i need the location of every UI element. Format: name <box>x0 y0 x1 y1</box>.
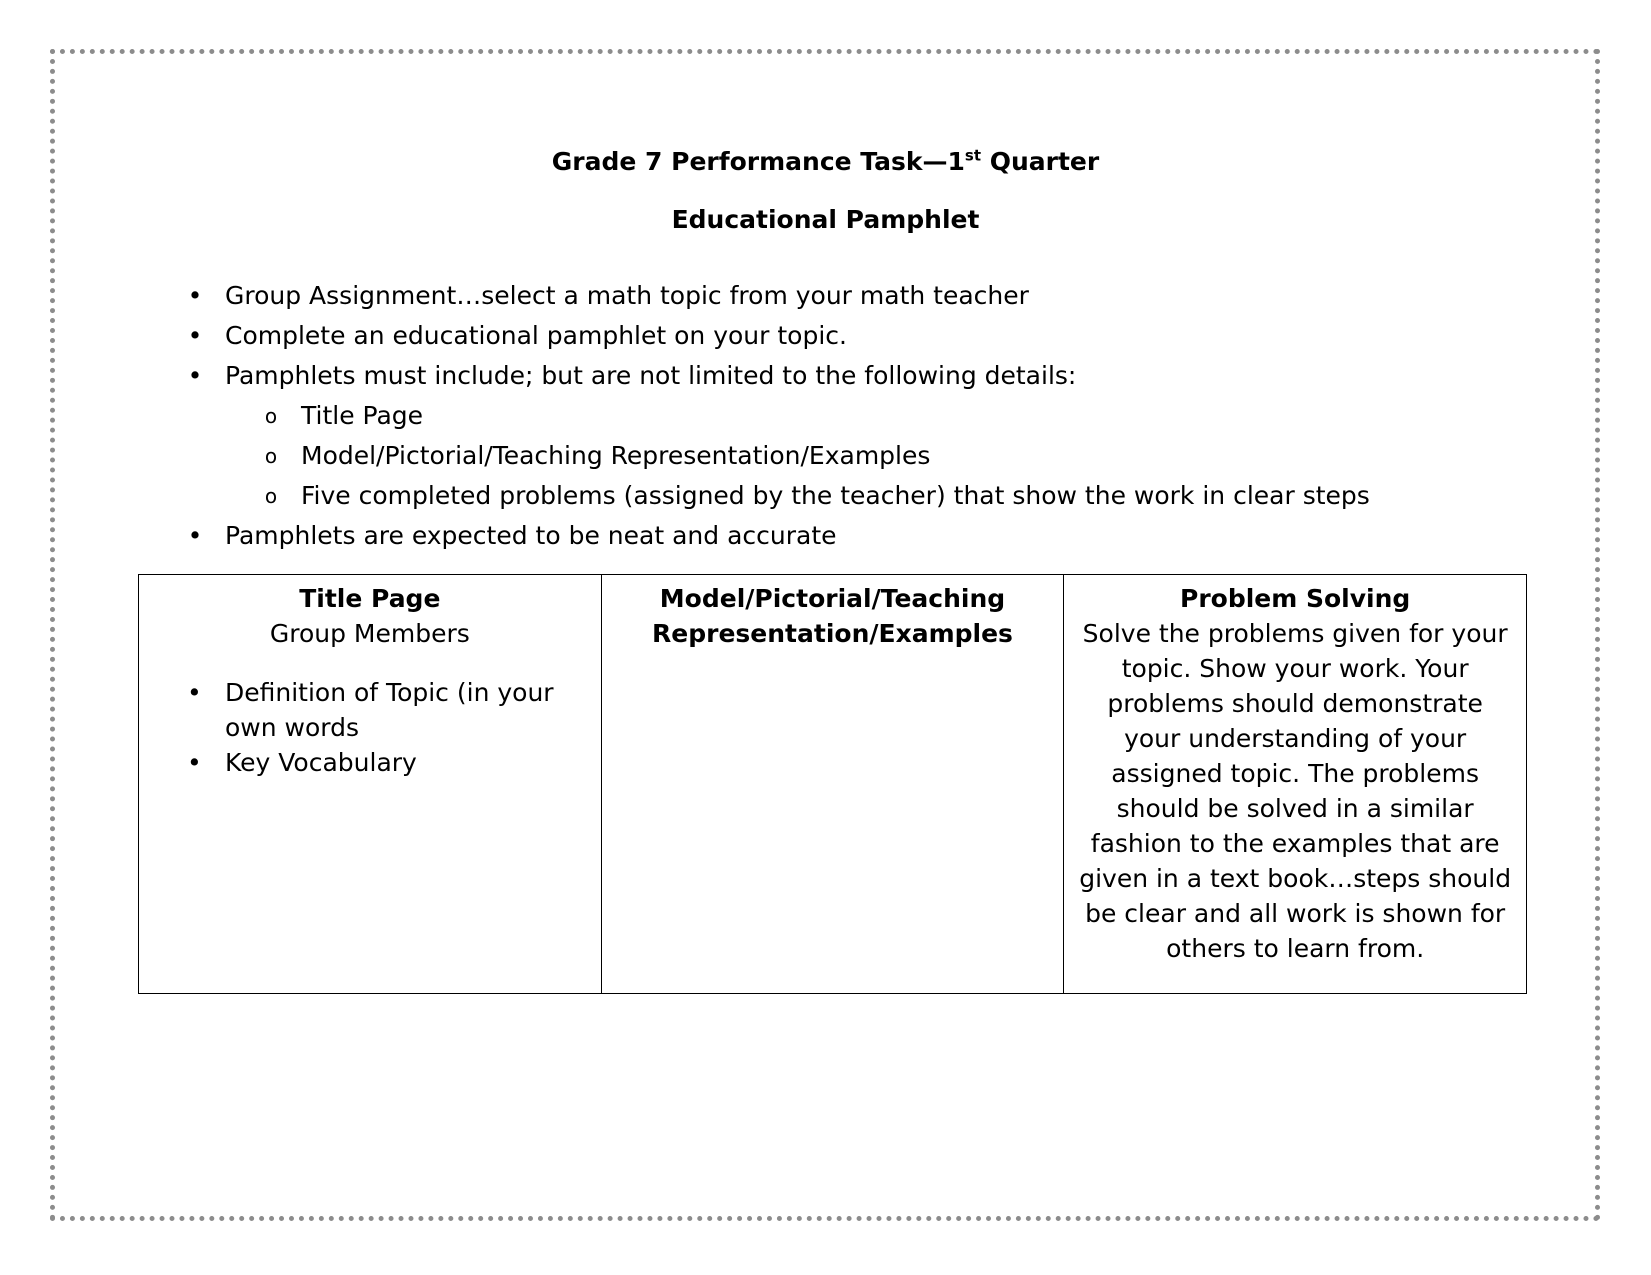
title-superscript: st <box>964 146 982 165</box>
title-page-heading: Title Page <box>299 584 441 613</box>
document-subtitle: Educational Pamphlet <box>671 205 980 234</box>
list-item <box>151 745 589 780</box>
title-main: Grade 7 Performance Task—1 <box>551 147 965 176</box>
title-end: Quarter <box>981 147 1100 176</box>
list-item <box>185 516 1370 556</box>
list-item <box>151 675 589 745</box>
group-members-label: Group Members <box>269 619 470 648</box>
list-item-text: Pamphlets must include; but are not limited to the following details: <box>225 361 1077 390</box>
model-heading-line1: Model/Pictorial/Teaching <box>659 584 1006 613</box>
bullet-icon: • <box>187 361 203 390</box>
title-page-cell <box>139 575 602 994</box>
list-item-text: Group Assignment…select a math topic from your math teacher <box>225 281 1029 310</box>
bullet-icon: • <box>187 321 203 350</box>
problem-solving-cell <box>1064 575 1527 994</box>
title-page-list <box>151 675 589 780</box>
model-cell <box>601 575 1064 994</box>
requirements-list <box>185 276 1370 556</box>
sub-list-item-text: Five completed problems (assigned by the teacher) that show the work in clear steps <box>301 481 1370 510</box>
list-item <box>185 356 1370 396</box>
bullet-icon: • <box>187 748 202 777</box>
sub-list-item <box>185 476 1370 516</box>
pamphlet-sections-table <box>138 574 1527 994</box>
list-item-text: Key Vocabulary <box>225 748 417 777</box>
bullet-icon: • <box>187 521 203 550</box>
model-heading-line2: Representation/Examples <box>652 619 1013 648</box>
list-item-text: Definition of Topic (in your own words <box>225 678 554 742</box>
list-item-text: Pamphlets are expected to be neat and accurate <box>225 521 837 550</box>
list-item <box>185 316 1370 356</box>
list-item <box>185 276 1370 316</box>
list-item-text: Complete an educational pamphlet on your topic. <box>225 321 847 350</box>
sub-list-item-text: Title Page <box>301 401 424 430</box>
sub-list-item-text: Model/Pictorial/Teaching Representation/Examples <box>301 441 931 470</box>
sub-list-item <box>185 436 1370 476</box>
bullet-icon: • <box>187 678 202 707</box>
circle-bullet-icon: o <box>264 404 278 428</box>
bullet-icon: • <box>187 281 203 310</box>
problem-solving-text: Solve the problems given for your topic. Show your work. Your problems should demonstrate your understanding of your assigned topic. The problems should be solved in a similar fashion to the examples that are given in a text book…steps should be clear and all work is shown for others to learn from. <box>1079 619 1512 963</box>
circle-bullet-icon: o <box>264 444 278 468</box>
problem-solving-heading: Problem Solving <box>1180 584 1411 613</box>
sub-list-item <box>185 396 1370 436</box>
document-title <box>0 147 1651 177</box>
table-row <box>139 575 1527 994</box>
circle-bullet-icon: o <box>264 484 278 508</box>
